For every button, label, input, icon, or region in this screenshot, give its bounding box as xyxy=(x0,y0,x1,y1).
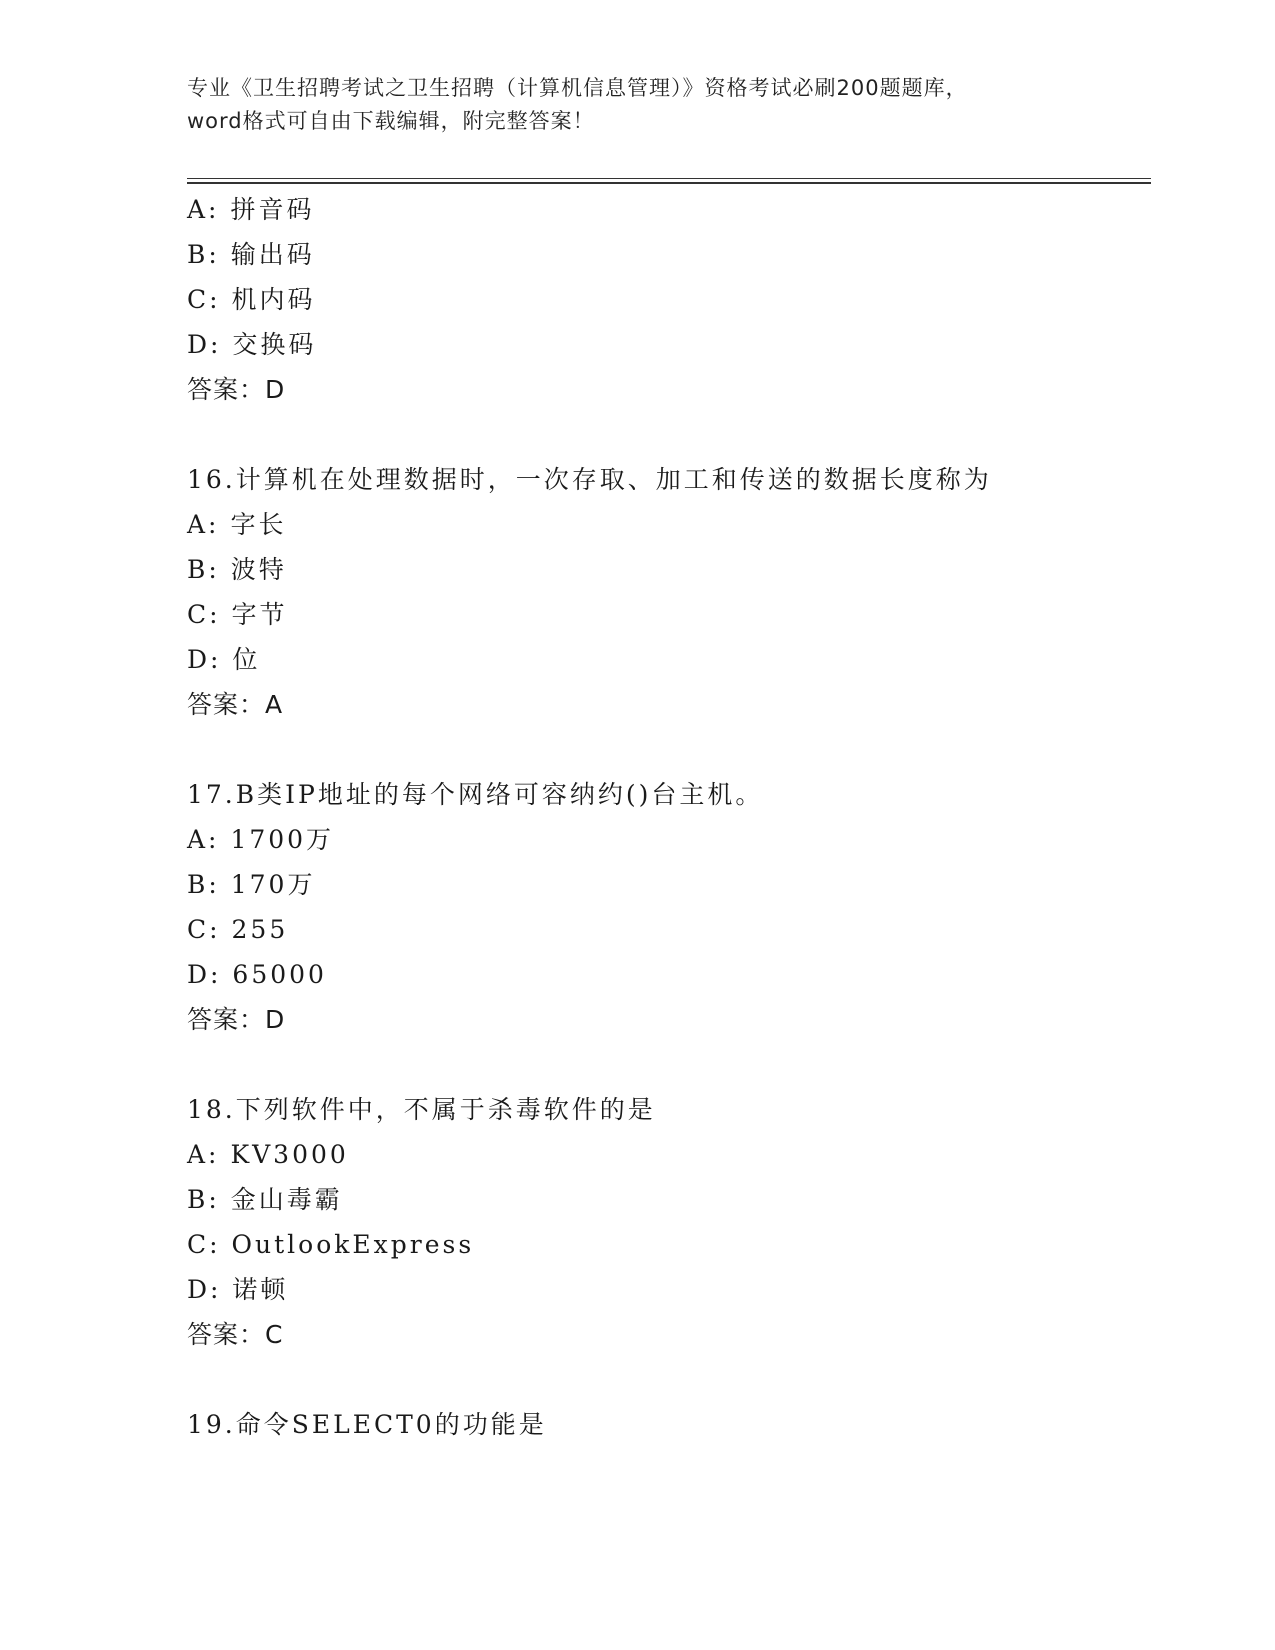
header-divider-thin xyxy=(187,178,1151,179)
option-a: A: KV3000 xyxy=(187,1140,349,1169)
option-c: C: OutlookExpress xyxy=(187,1230,475,1259)
option-c: C: 字节 xyxy=(187,600,288,629)
option-b: B: 波特 xyxy=(187,555,287,584)
option-a: A: 字长 xyxy=(187,510,287,539)
answer-line: 答案：A xyxy=(187,690,284,719)
option-a: A: 拼音码 xyxy=(187,195,315,224)
option-b: B: 金山毒霸 xyxy=(187,1185,343,1214)
document-header xyxy=(187,72,1087,138)
header-line-2: word格式可自由下载编辑，附完整答案！ xyxy=(187,109,595,133)
question-16: 16.计算机在处理数据时，一次存取、加工和传送的数据长度称为 xyxy=(187,465,992,494)
option-d: D: 65000 xyxy=(187,960,327,989)
question-19: 19.命令SELECT0的功能是 xyxy=(187,1410,547,1439)
option-b: B: 170万 xyxy=(187,870,316,899)
option-d: D: 诺顿 xyxy=(187,1275,289,1304)
header-divider-thick xyxy=(187,182,1151,184)
option-c: C: 机内码 xyxy=(187,285,316,314)
answer-line: 答案：C xyxy=(187,1320,284,1349)
option-b: B: 输出码 xyxy=(187,240,315,269)
question-18: 18.下列软件中，不属于杀毒软件的是 xyxy=(187,1095,656,1124)
option-d: D: 位 xyxy=(187,645,261,674)
option-d: D: 交换码 xyxy=(187,330,317,359)
header-line-1: 专业《卫生招聘考试之卫生招聘（计算机信息管理）》资格考试必刷200题题库， xyxy=(187,76,968,100)
question-17: 17.B类IP地址的每个网络可容纳约()台主机。 xyxy=(187,780,764,809)
answer-line: 答案：D xyxy=(187,375,286,404)
option-c: C: 255 xyxy=(187,915,289,944)
option-a: A: 1700万 xyxy=(187,825,335,854)
answer-line: 答案：D xyxy=(187,1005,286,1034)
